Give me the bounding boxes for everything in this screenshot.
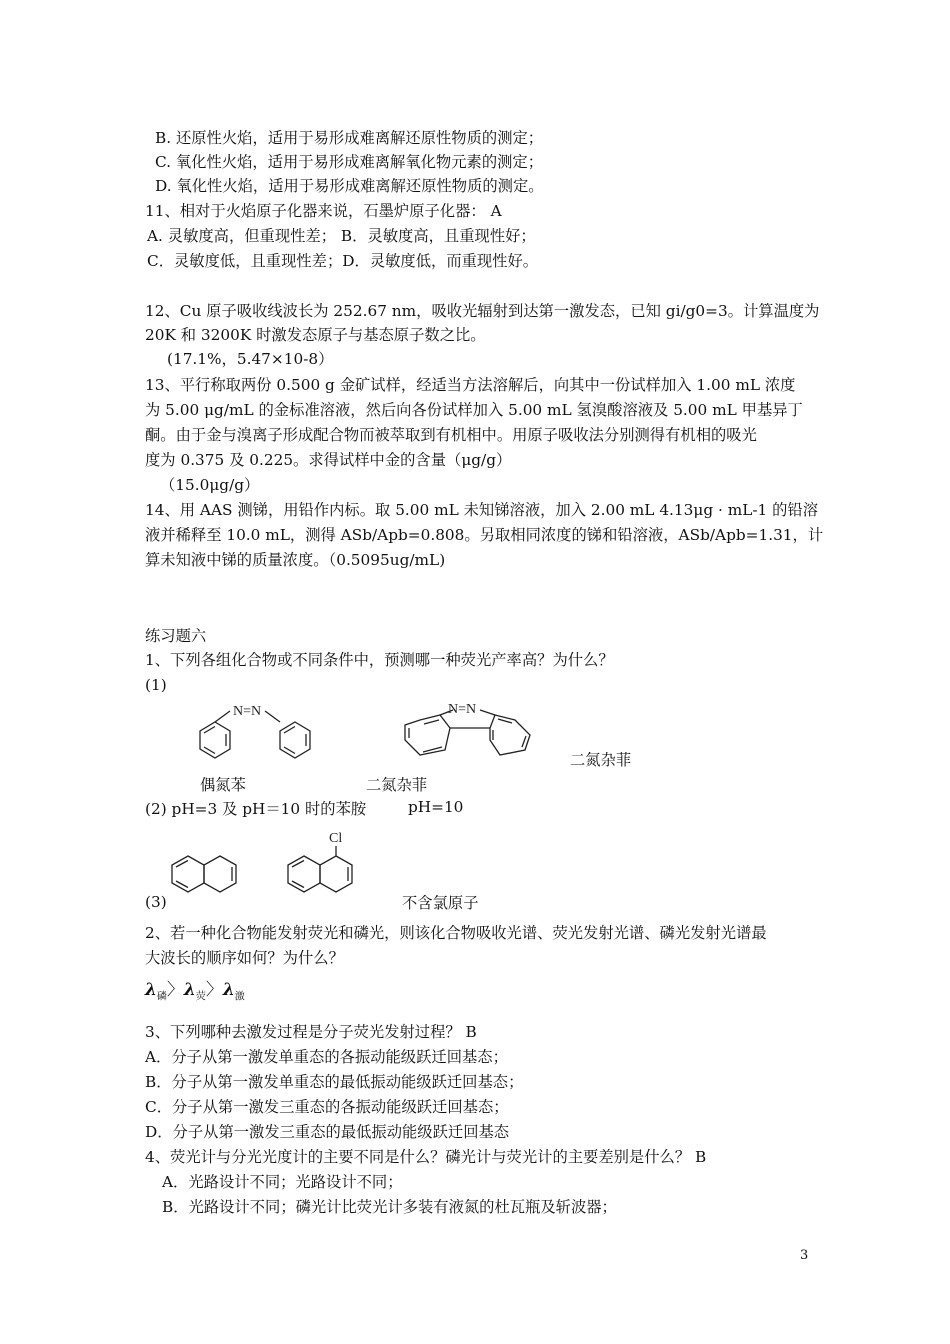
chlorine-label: Cl [329, 831, 343, 846]
exercise-3-option-b: B．分子从第一激发单重态的最低振动能级跃迁回基态； [145, 1073, 524, 1091]
wavelength-order-formula: $\lambda_磷$〉$\lambda_荧$〉$\lambda_激$ [145, 980, 245, 1003]
exercise-1-part2: (2) pH=3 及 pH＝10 时的苯胺 [145, 800, 367, 818]
exercise-3-option-d: D．分子从第一激发三重态的最低振动能级跃迁回基态 [145, 1123, 510, 1141]
page-number: 3 [800, 1248, 809, 1263]
question-13-line1: 13、平行称取两份 0.500 g 金矿试样，经适当方法溶解后，向其中一份试样加入 1.00 mL 浓度 [145, 376, 796, 394]
exercise-2-line1: 2、若一种化合物能发射荧光和磷光，则该化合物吸收光谱、荧光发射光谱、磷光发射光谱最 [145, 924, 767, 942]
exercise-2-line2: 大波长的顺序如何？为什么？ [145, 949, 344, 967]
question-13-answer: （15.0μg/g） [160, 476, 260, 494]
diazaphenanthrene-label: 二氮杂菲 [366, 776, 428, 794]
question-11-options-ab: A. 灵敏度高，但重现性差； B．灵敏度高，且重现性好； [147, 227, 536, 245]
exercise-3-option-c: C．分子从第一激发三重态的各振动能级跃迁回基态； [145, 1098, 509, 1116]
exercise-1: 1、下列各组化合物或不同条件中，预测哪一种荧光产率高？为什么？ [145, 651, 614, 669]
exercise-1-part3-label: (3) [145, 893, 167, 911]
question-14-line1: 14、用 AAS 测锑，用铅作内标。取 5.00 mL 未知锑溶液，加入 2.00 mL 4.13μg · mL-1 的铅溶 [145, 501, 819, 519]
azobenzene-label: 偶氮苯 [200, 776, 246, 794]
question-14-line3: 算未知液中锑的质量浓度。（0.5095ug/mL) [145, 551, 446, 569]
section-title: 练习题六 [145, 627, 207, 645]
answer-1: 二氮杂菲 [570, 751, 632, 769]
naphthalene-structure [168, 848, 248, 903]
azobenzene-structure [185, 700, 325, 770]
question-13-line4: 度为 0.375 及 0.225。求得试样中金的含量（μg/g） [145, 451, 512, 469]
exercise-3-option-a: A．分子从第一激发单重态的各振动能级跃迁回基态； [145, 1048, 508, 1066]
question-12-answer: (17.1%，5.47×10-8） [167, 350, 334, 368]
azo-n-label: N=N [233, 704, 262, 719]
answer-2: pH=10 [408, 798, 464, 816]
question-14-line2: 液并稀释至 10.0 mL，测得 ASb/Apb=0.808。另取相同浓度的锑和铅溶液，ASb/Apb=1.31，计 [145, 526, 824, 544]
question-13-line3: 酮。由于金与溴离子形成配合物而被萃取到有机相中。用原子吸收法分别测得有机相的吸光 [145, 426, 757, 444]
question-13-line2: 为 5.00 μg/mL 的金标准溶液，然后向各份试样加入 5.00 mL 氢溴酸溶液及 5.00 mL 甲基异丁 [145, 401, 803, 419]
chloronaphthalene-structure [278, 828, 368, 903]
question-11: 11、相对于火焰原子化器来说，石墨炉原子化器： A [145, 202, 502, 220]
exercise-3: 3、下列哪种去激发过程是分子荧光发射过程？ B [145, 1023, 477, 1041]
exercise-4: 4、荧光计与分光光度计的主要不同是什么？磷光计与荧光计的主要差别是什么？ B [145, 1148, 707, 1166]
exercise-4-option-a: A．光路设计不同；光路设计不同； [162, 1173, 403, 1191]
question-12-line1: 12、Cu 原子吸收线波长为 252.67 nm，吸收光辐射到达第一激发态，已知 gi/g0=3。计算温度为 [145, 302, 820, 320]
answer-3: 不含氯原子 [402, 894, 479, 912]
exercise-1-part1-label: (1) [145, 676, 167, 694]
diaza-n-label: N=N [448, 702, 477, 717]
option-b-reducing-flame: B. 还原性火焰，适用于易形成难离解还原性物质的测定； [155, 129, 544, 147]
option-c-oxidizing-flame: C. 氧化性火焰，适用于易形成难离解氧化物元素的测定； [155, 153, 544, 171]
question-12-line2: 20K 和 3200K 时激发态原子与基态原子数之比。 [145, 326, 486, 344]
question-11-options-cd: C．灵敏度低，且重现性差；D．灵敏度低，而重现性好。 [147, 252, 539, 270]
diazaphenanthrene-structure [395, 695, 545, 770]
exercise-4-option-b: B．光路设计不同；磷光计比荧光计多装有液氮的杜瓦瓶及斩波器； [162, 1198, 617, 1216]
option-d-oxidizing-flame: D. 氧化性火焰，适用于易形成难离解还原性物质的测定。 [155, 177, 544, 195]
